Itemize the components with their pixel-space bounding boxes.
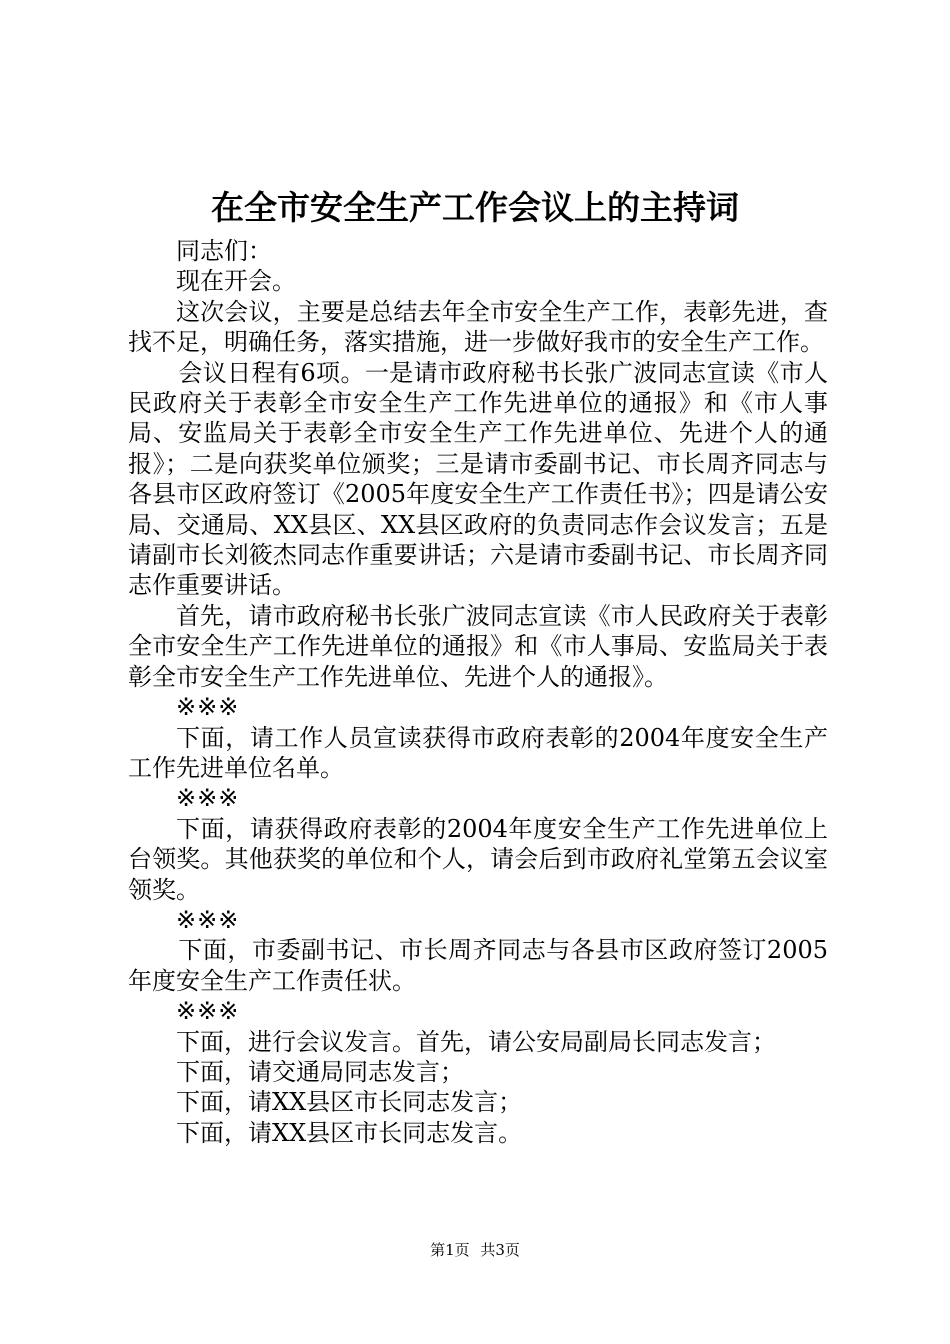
- page-footer: [0, 1240, 950, 1260]
- page-number: 第1页: [430, 1241, 470, 1259]
- section-separator: ※※※: [176, 997, 240, 1026]
- document-body: [128, 236, 828, 1148]
- paragraph-speech-4: 下面，请XX县区市长同志发言。: [176, 1118, 523, 1147]
- section-separator: ※※※: [176, 693, 240, 722]
- salutation: 同志们：: [176, 237, 272, 265]
- paragraph-purpose: 这次会议，主要是总结去年全市安全生产工作，表彰先进，查找不足，明确任务，落实措施，进一步做好我市的安全生产工作。: [128, 297, 828, 357]
- page-total: 共3页: [480, 1241, 520, 1259]
- paragraph-read-list: 下面，请工作人员宣读获得市政府表彰的2004年度安全生产工作先进单位名单。: [128, 723, 828, 782]
- paragraph-speech-1: 下面，进行会议发言。首先，请公安局副局长同志发言；: [176, 1027, 776, 1056]
- paragraph-speech-3: 下面，请XX县区市长同志发言；: [176, 1088, 523, 1117]
- paragraph-sign: 下面，市委副书记、市长周齐同志与各县市区政府签订2005年度安全生产工作责任状。: [128, 936, 828, 995]
- paragraph-speech-2: 下面，请交通局同志发言；: [176, 1057, 464, 1086]
- paragraph-award: 下面，请获得政府表彰的2004年度安全生产工作先进单位上台领奖。其他获奖的单位和个人，请会后到市政府礼堂第五会议室领奖。: [128, 814, 828, 904]
- section-separator: ※※※: [176, 905, 240, 934]
- paragraph-agenda: 会议日程有6项。一是请市政府秘书长张广波同志宣读《市人民政府关于表彰全市安全生产工作先进单位的通报》和《市人事局、安监局关于表彰全市安全生产工作先进单位、先进个人的通报》；二是向获奖单位颁奖；三是请市委副书记、市长周齐同志与各县市区政府签订《2005年度安全生产工作责任书》；四是请公安局、交通局、XX县区、XX县区政府的负责同志作会议发言；五是请副市长刘筱杰同志作重要讲话；六是请市委副书记、市长周齐同志作重要讲话。: [128, 358, 828, 600]
- document-title: 在全市安全生产工作会议上的主持词: [211, 188, 739, 227]
- section-separator: ※※※: [176, 784, 240, 813]
- paragraph-open: 现在开会。: [176, 267, 296, 296]
- paragraph-first: 首先，请市政府秘书长张广波同志宣读《市人民政府关于表彰全市安全生产工作先进单位的通报》和《市人事局、安监局关于表彰全市安全生产工作先进单位、先进个人的通报》。: [128, 601, 828, 691]
